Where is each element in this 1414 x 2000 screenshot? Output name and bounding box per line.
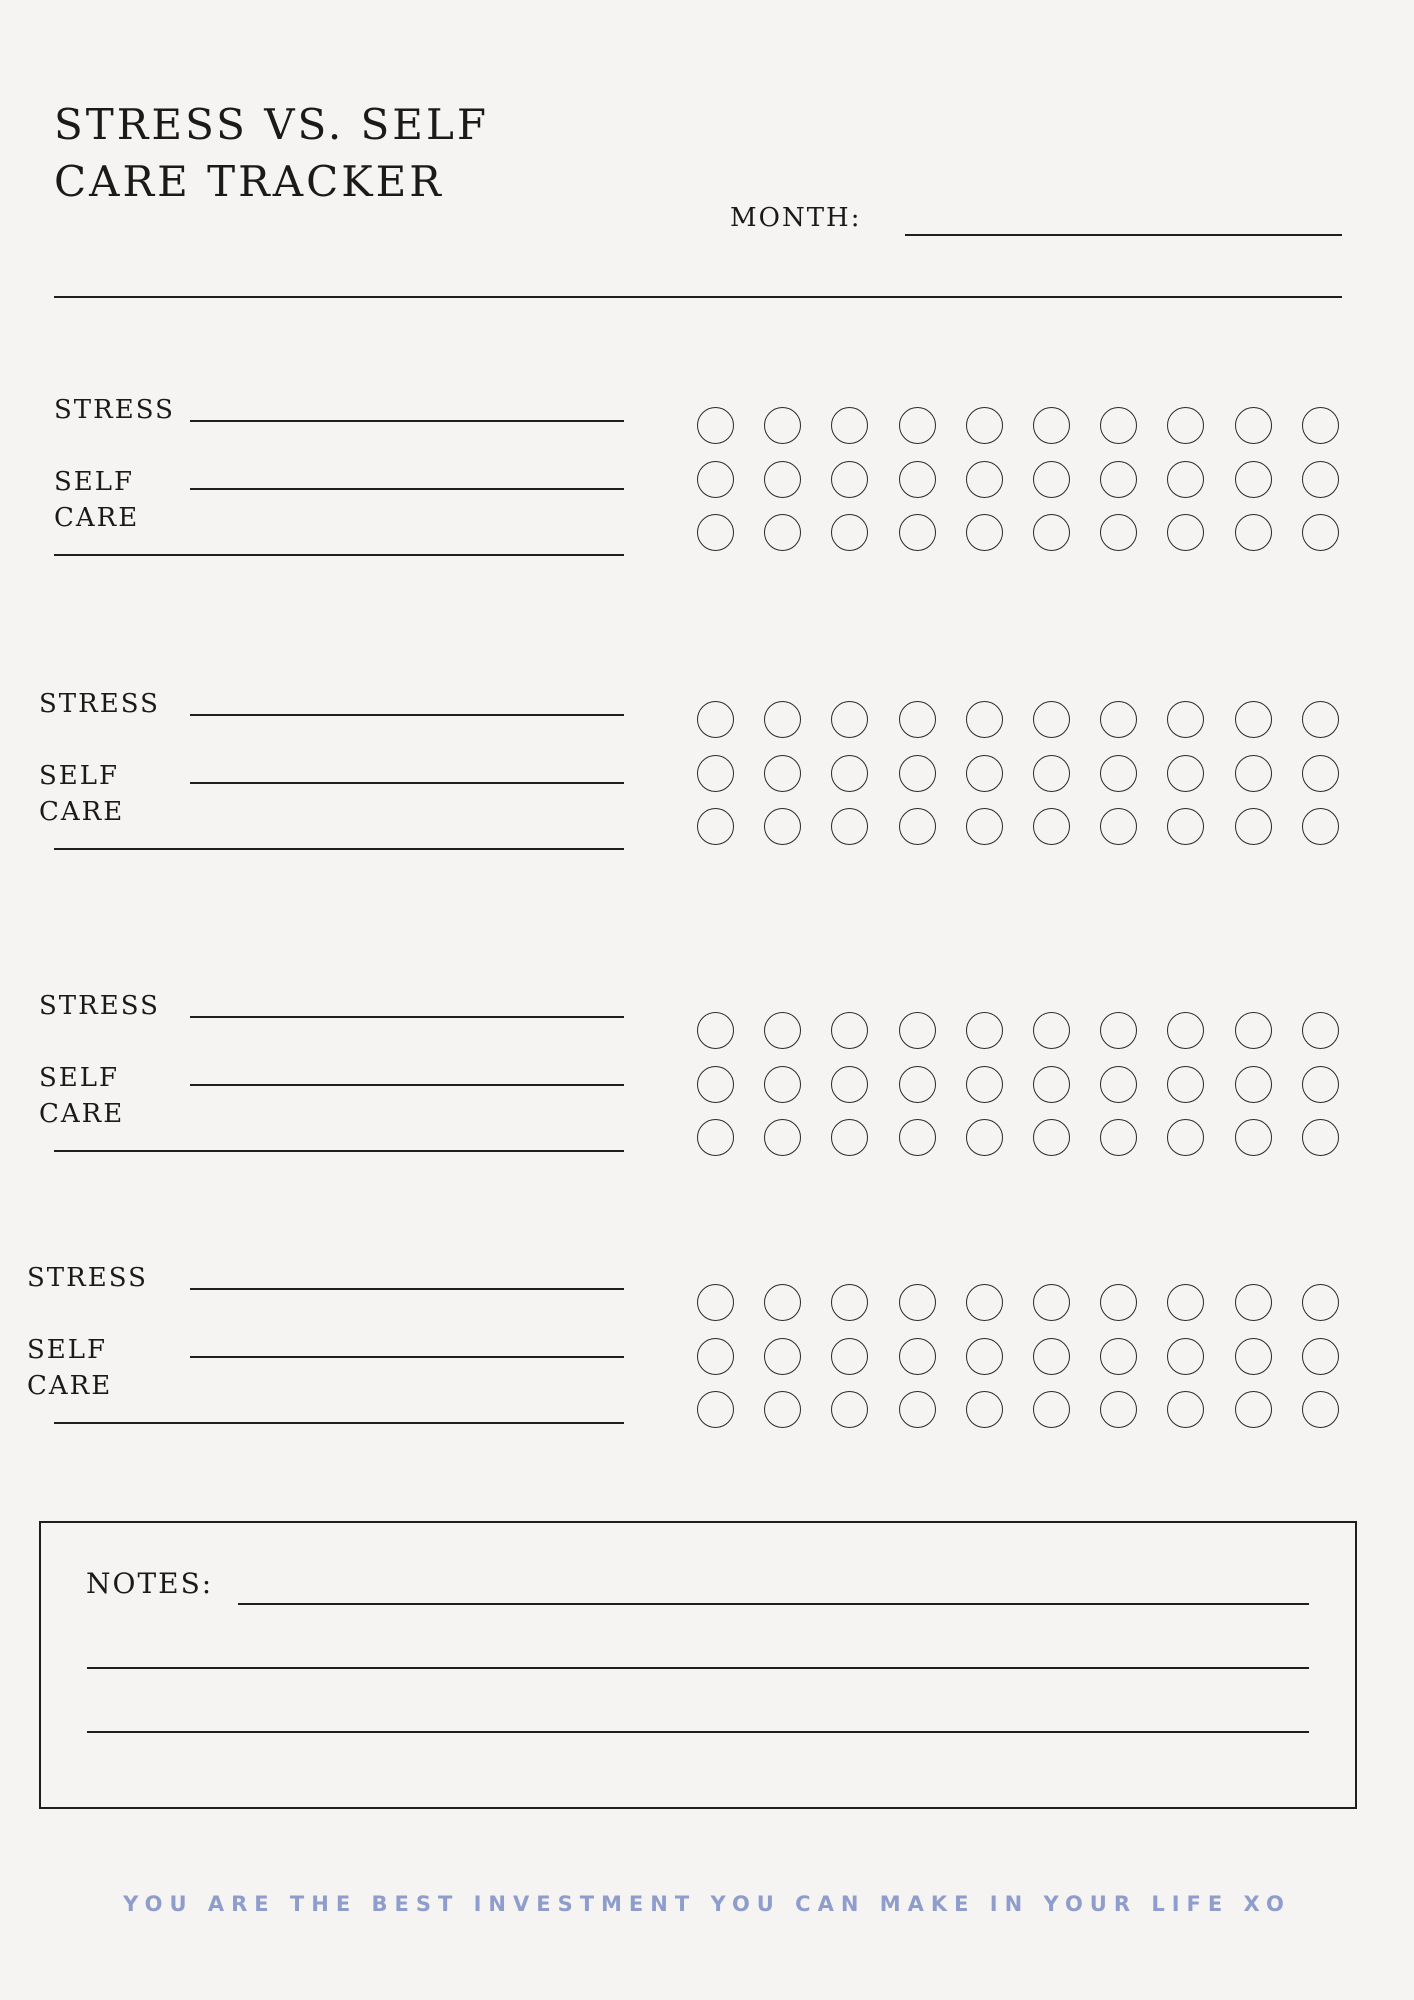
- selfcare-label-line: CARE: [27, 1371, 113, 1401]
- tracker-circle[interactable]: [831, 407, 868, 444]
- tracker-circle[interactable]: [1100, 461, 1137, 498]
- tracker-circle[interactable]: [899, 1012, 936, 1049]
- tracker-circle[interactable]: [1100, 514, 1137, 551]
- selfcare-label: [39, 1060, 124, 1132]
- tracker-circle[interactable]: [1167, 1391, 1204, 1428]
- tracker-circle[interactable]: [966, 701, 1003, 738]
- notes-line-2[interactable]: [87, 1667, 1309, 1669]
- tracker-circle[interactable]: [1235, 1119, 1272, 1156]
- tracker-circle[interactable]: [1100, 1066, 1137, 1103]
- section-divider: [54, 1422, 624, 1424]
- selfcare-label-line: CARE: [39, 1099, 125, 1129]
- tracker-circle[interactable]: [1235, 1391, 1272, 1428]
- tracker-circle[interactable]: [1033, 1284, 1070, 1321]
- page-title: [54, 96, 489, 210]
- tracker-circle[interactable]: [1100, 701, 1137, 738]
- tracker-circle[interactable]: [764, 514, 801, 551]
- tracker-circle[interactable]: [966, 1066, 1003, 1103]
- tracker-circle[interactable]: [1167, 808, 1204, 845]
- tracker-circle[interactable]: [899, 1119, 936, 1156]
- tracker-circle[interactable]: [966, 1391, 1003, 1428]
- tracker-circle[interactable]: [697, 514, 734, 551]
- tracker-circle[interactable]: [1302, 1391, 1339, 1428]
- month-input-line[interactable]: [905, 234, 1342, 236]
- tracker-circle[interactable]: [899, 701, 936, 738]
- selfcare-input-line[interactable]: [190, 1084, 624, 1086]
- tracker-circle[interactable]: [1302, 1284, 1339, 1321]
- tracker-circle[interactable]: [764, 808, 801, 845]
- stress-label: STRESS: [39, 991, 160, 1021]
- tracker-circle[interactable]: [1033, 1119, 1070, 1156]
- tracker-circle[interactable]: [831, 514, 868, 551]
- tracker-circle[interactable]: [1167, 514, 1204, 551]
- tracker-circle[interactable]: [1235, 1284, 1272, 1321]
- section-divider: [54, 848, 624, 850]
- tracker-circle[interactable]: [1167, 1284, 1204, 1321]
- selfcare-label-line: SELF: [54, 467, 135, 497]
- tracker-circle[interactable]: [1235, 1012, 1272, 1049]
- tracker-circle[interactable]: [899, 1338, 936, 1375]
- notes-box: [39, 1521, 1357, 1809]
- tracker-circle[interactable]: [966, 1012, 1003, 1049]
- tracker-circle[interactable]: [1167, 701, 1204, 738]
- section-divider: [54, 1150, 624, 1152]
- tracker-circle[interactable]: [1033, 1012, 1070, 1049]
- tracker-circle[interactable]: [966, 407, 1003, 444]
- selfcare-input-line[interactable]: [190, 782, 624, 784]
- tracker-circle[interactable]: [1235, 808, 1272, 845]
- tracker-circle[interactable]: [697, 1284, 734, 1321]
- tracker-circle[interactable]: [1167, 1012, 1204, 1049]
- tracker-circle[interactable]: [764, 1066, 801, 1103]
- tracker-circle[interactable]: [966, 808, 1003, 845]
- tracker-circle[interactable]: [1235, 1338, 1272, 1375]
- selfcare-label: [39, 758, 124, 830]
- tracker-circle[interactable]: [697, 808, 734, 845]
- footer-quote: YOU ARE THE BEST INVESTMENT YOU CAN MAKE IN YOUR LIFE XO: [123, 1892, 1291, 1916]
- tracker-circle[interactable]: [899, 808, 936, 845]
- tracker-circle[interactable]: [831, 808, 868, 845]
- month-label: MONTH:: [730, 203, 862, 233]
- tracker-circle[interactable]: [966, 1284, 1003, 1321]
- tracker-circle[interactable]: [697, 755, 734, 792]
- tracker-circle[interactable]: [764, 1391, 801, 1428]
- tracker-circle[interactable]: [1033, 1338, 1070, 1375]
- tracker-circle[interactable]: [1167, 1338, 1204, 1375]
- tracker-circle[interactable]: [1302, 461, 1339, 498]
- tracker-circle[interactable]: [831, 1012, 868, 1049]
- tracker-circle[interactable]: [1302, 407, 1339, 444]
- header-divider: [54, 296, 1342, 298]
- tracker-circle[interactable]: [1167, 461, 1204, 498]
- tracker-circle[interactable]: [1033, 755, 1070, 792]
- tracker-circle[interactable]: [831, 1391, 868, 1428]
- tracker-circle[interactable]: [764, 1338, 801, 1375]
- tracker-circle[interactable]: [1100, 1012, 1137, 1049]
- tracker-circle[interactable]: [1033, 1391, 1070, 1428]
- tracker-circle[interactable]: [899, 1284, 936, 1321]
- tracker-circle[interactable]: [697, 1066, 734, 1103]
- tracker-circle[interactable]: [1235, 755, 1272, 792]
- tracker-circle[interactable]: [899, 514, 936, 551]
- selfcare-label-line: SELF: [27, 1335, 108, 1365]
- tracker-circle[interactable]: [1167, 1119, 1204, 1156]
- tracker-circle[interactable]: [697, 1119, 734, 1156]
- tracker-circle[interactable]: [1033, 514, 1070, 551]
- notes-label: NOTES:: [86, 1567, 214, 1600]
- selfcare-label-line: SELF: [39, 761, 120, 791]
- tracker-circle[interactable]: [1302, 701, 1339, 738]
- stress-input-line[interactable]: [190, 420, 624, 422]
- tracker-circle[interactable]: [764, 1119, 801, 1156]
- tracker-circle[interactable]: [1167, 407, 1204, 444]
- tracker-circle[interactable]: [899, 1391, 936, 1428]
- tracker-circle[interactable]: [764, 755, 801, 792]
- tracker-circle[interactable]: [1167, 755, 1204, 792]
- selfcare-label: [27, 1332, 112, 1404]
- tracker-circle[interactable]: [1100, 407, 1137, 444]
- selfcare-input-line[interactable]: [190, 488, 624, 490]
- tracker-circle[interactable]: [966, 1338, 1003, 1375]
- notes-line-3[interactable]: [87, 1731, 1309, 1733]
- tracker-circle[interactable]: [1302, 1338, 1339, 1375]
- tracker-circle[interactable]: [697, 1338, 734, 1375]
- selfcare-label-line: CARE: [39, 797, 125, 827]
- tracker-circle[interactable]: [831, 701, 868, 738]
- tracker-circle[interactable]: [966, 461, 1003, 498]
- tracker-circle[interactable]: [1100, 1119, 1137, 1156]
- tracker-circle[interactable]: [899, 461, 936, 498]
- tracker-circle[interactable]: [1235, 461, 1272, 498]
- tracker-circle[interactable]: [831, 1284, 868, 1321]
- stress-input-line[interactable]: [190, 1016, 624, 1018]
- selfcare-input-line[interactable]: [190, 1356, 624, 1358]
- tracker-circle[interactable]: [764, 701, 801, 738]
- tracker-circle[interactable]: [1167, 1066, 1204, 1103]
- tracker-circle[interactable]: [764, 1012, 801, 1049]
- tracker-circle[interactable]: [1302, 514, 1339, 551]
- tracker-circle[interactable]: [764, 461, 801, 498]
- stress-input-line[interactable]: [190, 1288, 624, 1290]
- tracker-circle[interactable]: [697, 701, 734, 738]
- tracker-circle[interactable]: [831, 461, 868, 498]
- tracker-circle[interactable]: [1033, 701, 1070, 738]
- tracker-circle[interactable]: [899, 755, 936, 792]
- tracker-circle[interactable]: [831, 1338, 868, 1375]
- tracker-circle[interactable]: [1235, 514, 1272, 551]
- tracker-circle[interactable]: [697, 1012, 734, 1049]
- tracker-circle[interactable]: [1033, 808, 1070, 845]
- title-line-1: STRESS VS. SELF: [54, 100, 489, 149]
- tracker-circle[interactable]: [1302, 1012, 1339, 1049]
- tracker-circle[interactable]: [899, 1066, 936, 1103]
- tracker-circle[interactable]: [1100, 1284, 1137, 1321]
- tracker-circle[interactable]: [966, 1119, 1003, 1156]
- tracker-circle[interactable]: [1302, 1066, 1339, 1103]
- tracker-circle[interactable]: [831, 1066, 868, 1103]
- stress-label: STRESS: [39, 689, 160, 719]
- tracker-circle[interactable]: [1302, 755, 1339, 792]
- selfcare-label: [54, 464, 139, 536]
- tracker-circle[interactable]: [831, 1119, 868, 1156]
- tracker-circle[interactable]: [1100, 1338, 1137, 1375]
- tracker-circle[interactable]: [1100, 1391, 1137, 1428]
- tracker-circle[interactable]: [899, 407, 936, 444]
- tracker-circle[interactable]: [1302, 808, 1339, 845]
- selfcare-label-line: CARE: [54, 503, 140, 533]
- tracker-circle[interactable]: [1100, 808, 1137, 845]
- stress-label: STRESS: [54, 395, 175, 425]
- title-line-2: CARE TRACKER: [54, 157, 444, 206]
- section-divider: [54, 554, 624, 556]
- tracker-circle[interactable]: [1235, 407, 1272, 444]
- tracker-circle[interactable]: [697, 461, 734, 498]
- tracker-circle[interactable]: [1302, 1119, 1339, 1156]
- tracker-circle[interactable]: [1100, 755, 1137, 792]
- tracker-circle[interactable]: [831, 755, 868, 792]
- tracker-circle[interactable]: [1235, 701, 1272, 738]
- tracker-circle[interactable]: [1033, 1066, 1070, 1103]
- selfcare-label-line: SELF: [39, 1063, 120, 1093]
- tracker-circle[interactable]: [1033, 461, 1070, 498]
- tracker-circle[interactable]: [697, 407, 734, 444]
- tracker-circle[interactable]: [1235, 1066, 1272, 1103]
- tracker-circle[interactable]: [1033, 407, 1070, 444]
- stress-label: STRESS: [27, 1263, 148, 1293]
- tracker-circle[interactable]: [697, 1391, 734, 1428]
- tracker-circle[interactable]: [764, 1284, 801, 1321]
- stress-input-line[interactable]: [190, 714, 624, 716]
- tracker-circle[interactable]: [764, 407, 801, 444]
- notes-line-1[interactable]: [238, 1603, 1309, 1605]
- tracker-circle[interactable]: [966, 514, 1003, 551]
- tracker-circle[interactable]: [966, 755, 1003, 792]
